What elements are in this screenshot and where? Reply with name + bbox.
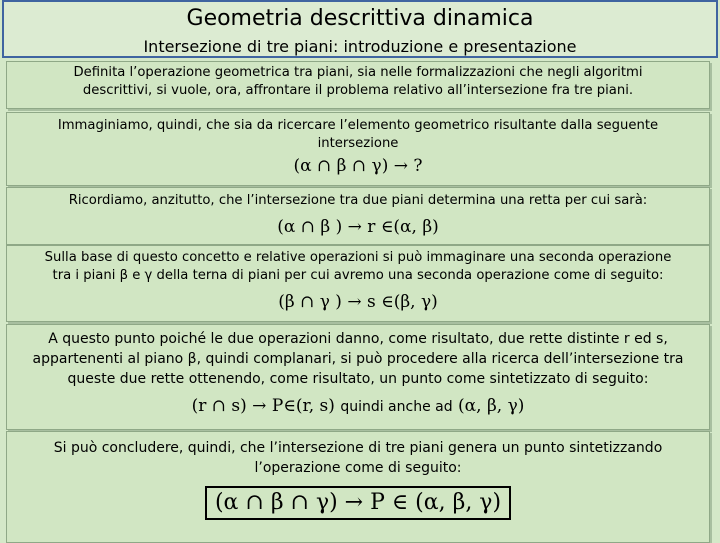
second-op-formula: (β ∩ γ ) → s ∈(β, γ) [278, 292, 438, 312]
third-op-formula-line [7, 395, 709, 418]
page-subtitle: Intersezione di tre piani: introduzione e presentazione [143, 37, 577, 56]
second-operation-box [6, 245, 710, 322]
third-op-formula: (r ∩ s) → P∈(r, s) [191, 396, 335, 416]
recall-box [6, 187, 710, 245]
page-title: Geometria descrittiva dinamica [186, 6, 534, 31]
third-operation-box [6, 324, 710, 430]
problem-line-2: intersezione [317, 136, 399, 151]
second-op-line-2: tra i piani β e γ della terna di piani per cui avremo una seconda operazione come di seguito: [52, 268, 664, 283]
conclusion-line-1: Si può concludere, quindi, che l’intersezione di tre piani genera un punto sintetizzando [53, 440, 663, 456]
third-op-line-2: appartenenti al piano β, quindi complanari, si può procedere alla ricerca dell’intersezione tra [32, 351, 684, 367]
conclusion-formula: (α ∩ β ∩ γ) → P ∈ (α, β, γ) [205, 486, 511, 520]
recall-formula: (α ∩ β ) → r ∈(α, β) [277, 217, 439, 237]
recall-line-1: Ricordiamo, anzitutto, che l’intersezione tra due piani determina una retta per cui sarà: [68, 193, 648, 208]
conclusion-line-2: l’operazione come di seguito: [254, 460, 462, 476]
problem-formula: (α ∩ β ∩ γ) → ? [293, 156, 423, 176]
third-op-formula-tail: (α, β, γ) [458, 396, 525, 416]
conclusion-formula-wrap [7, 486, 709, 520]
problem-line-1: Immaginiamo, quindi, che sia da ricercare l’elemento geometrico risultante dalla seguente [57, 118, 659, 133]
third-op-line-3: queste due rette ottenendo, come risultato, un punto come sintetizzato di seguito: [67, 371, 649, 387]
conclusion-box [6, 431, 710, 543]
intro-box [6, 61, 710, 109]
intro-line-1: Definita l’operazione geometrica tra piani, sia nelle formalizzazioni che negli algoritmi [73, 65, 643, 80]
header [2, 0, 718, 58]
third-op-line-1: A questo punto poiché le due operazioni danno, come risultato, due rette distinte r ed s, [48, 331, 668, 347]
second-op-line-1: Sulla base di questo concetto e relative operazioni si può immaginare una seconda operazione [44, 250, 672, 265]
intro-line-2: descrittivi, si vuole, ora, affrontare il problema relativo all’intersezione fra tre piani. [82, 83, 634, 98]
problem-box [6, 112, 710, 186]
third-op-formula-text: quindi anche ad [340, 399, 453, 415]
